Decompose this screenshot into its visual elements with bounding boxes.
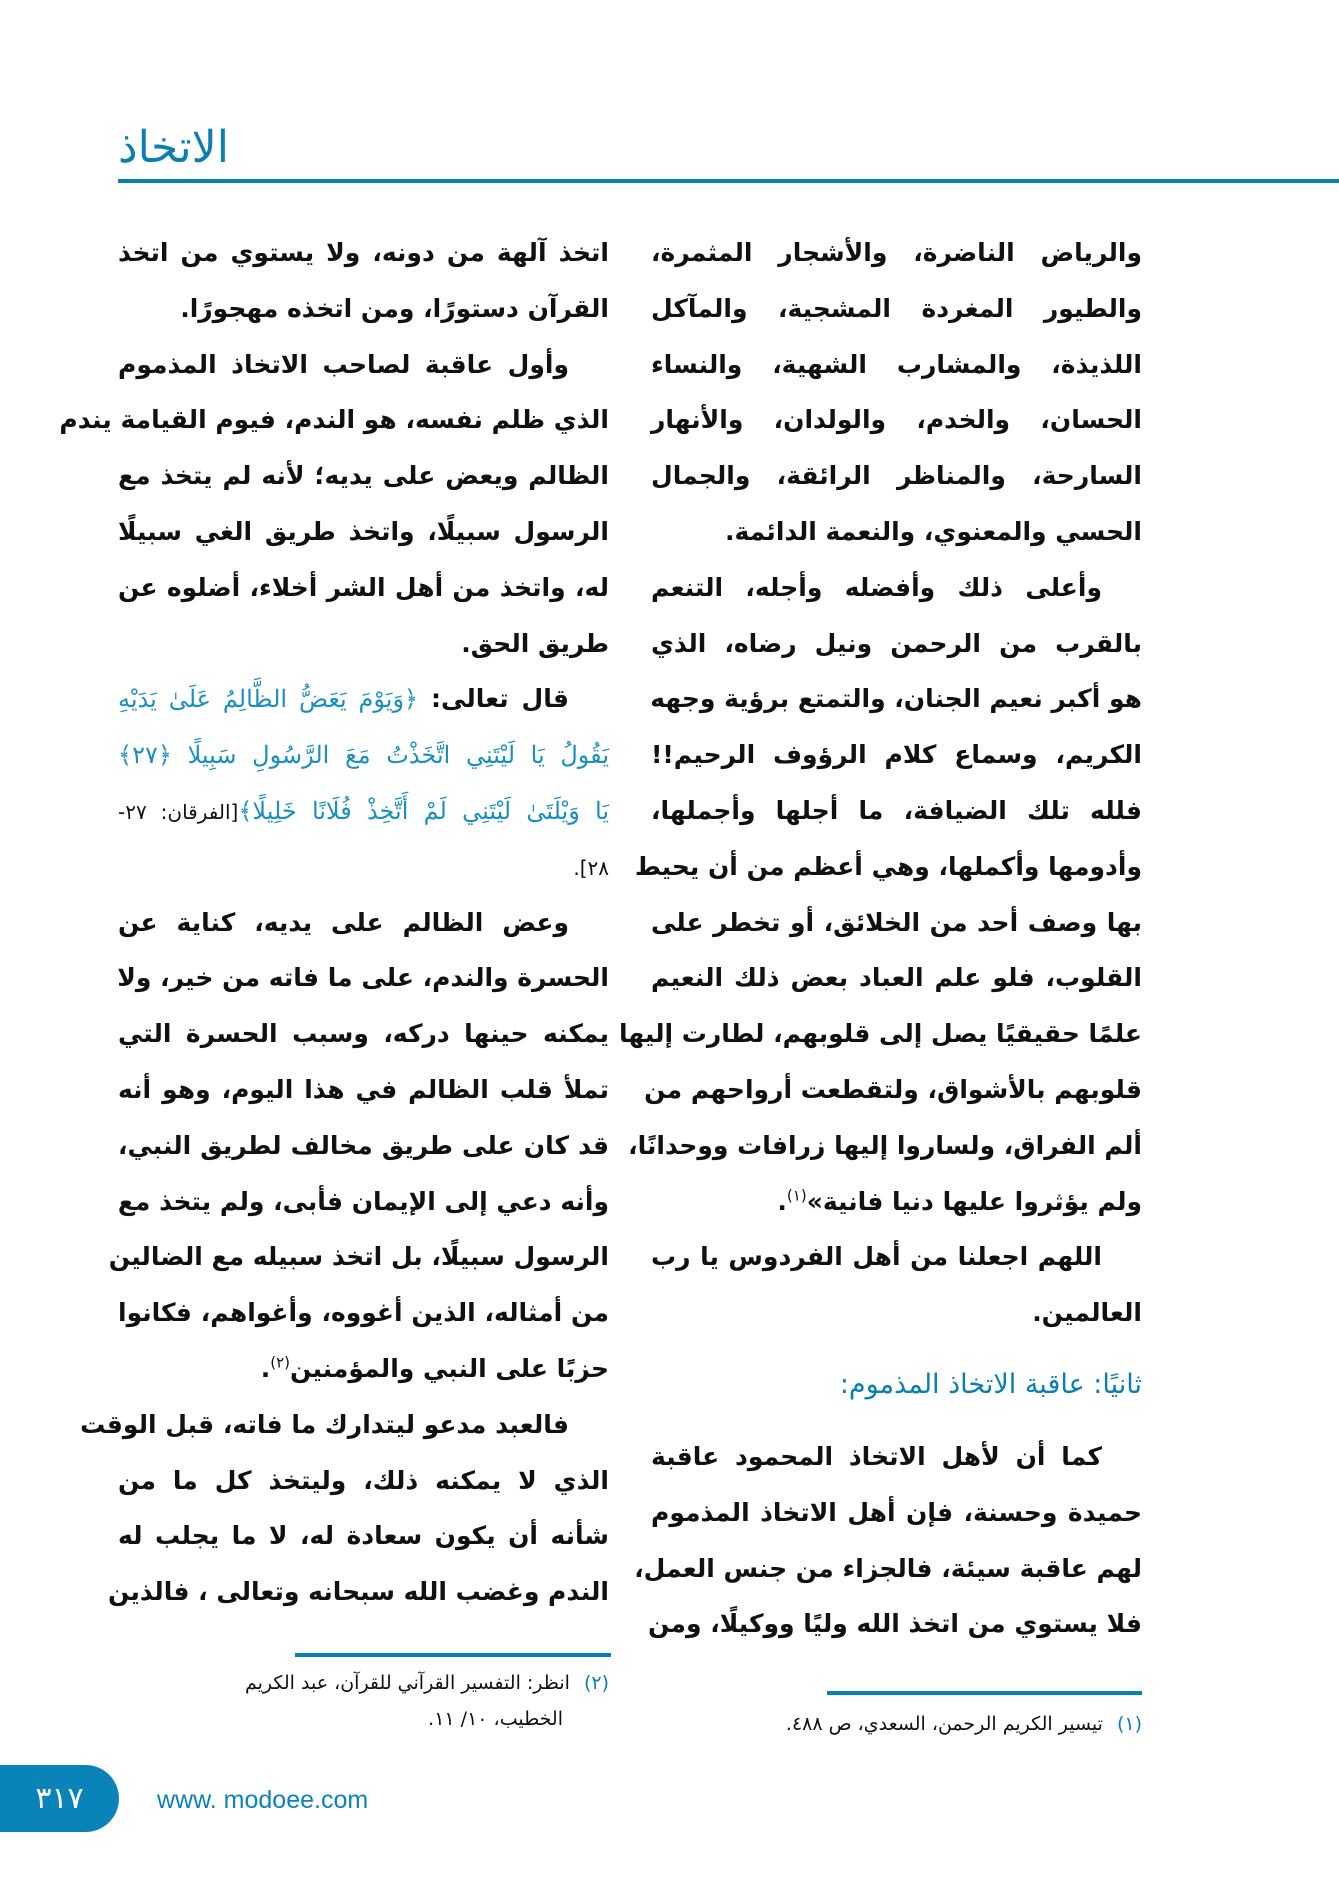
line-text: فالعبد مدعو ليتدارك ما فاته، قبل الوقت	[80, 1409, 569, 1439]
text-line	[118, 727, 609, 783]
text-line	[118, 1453, 609, 1509]
text-line	[651, 1429, 1142, 1485]
quran-verse: ﴿وَيَوْمَ يَعَضُّ الظَّالِمُ عَلَىٰ يَدَيْهِ	[118, 685, 419, 714]
text-line	[118, 950, 609, 1006]
footnote-number: (٢)	[583, 1672, 609, 1694]
line-text: قلوبهم بالأشواق، ولتقطعت أرواحهم من	[644, 1074, 1142, 1104]
text-line	[651, 1174, 1142, 1230]
text-line	[118, 1508, 609, 1564]
line-text: العالمين.	[1032, 1298, 1142, 1328]
line-text: القلوب، فلو علم العباد بعض ذلك النعيم	[651, 963, 1142, 993]
line-text: شأنه أن يكون سعادة له، لا ما يجلب له	[118, 1521, 609, 1551]
line-text: اللهم اجعلنا من أهل الفردوس يا رب	[651, 1242, 1102, 1272]
text-line	[118, 504, 609, 560]
footnote-number: (١)	[1116, 1713, 1142, 1735]
line-text: اتخذ آلهة من دونه، ولا يستوي من اتخذ	[118, 238, 609, 267]
line-text: قد كان على طريق مخالف لطريق النبي،	[118, 1130, 609, 1160]
text-line	[118, 783, 609, 839]
verse-citation: ٢٨].	[573, 855, 609, 880]
line-text: حميدة وحسنة، فإن أهل الاتخاذ المذموم	[651, 1497, 1142, 1527]
line-text: السارحة، والمناظر الرائقة، والجمال	[651, 461, 1142, 491]
line-text: الكريم، وسماع كلام الرؤوف الرحيم!!	[651, 740, 1142, 770]
line-text: ألم الفراق، ولساروا إليها زرافات ووحدانًا،	[628, 1130, 1142, 1160]
text-line	[651, 560, 1142, 616]
line-text: الرسول سبيلًا، بل اتخذ سبيله مع الضالين	[108, 1242, 609, 1272]
text-line	[118, 839, 609, 895]
text-line	[651, 504, 1142, 560]
line-text: ثانيًا: عاقبة الاتخاذ المذموم:	[839, 1368, 1142, 1400]
page-number: ٣١٧	[0, 1765, 119, 1832]
line-text: له، واتخذ من أهل الشر أخلاء، أضلوه عن	[118, 572, 609, 602]
line-text: اللذيذة، والمشارب الشهية، والنساء	[651, 349, 1142, 379]
text-line	[651, 448, 1142, 504]
line-text: الحسرة والندم، على ما فاته من خير، ولا	[117, 963, 609, 993]
line-text: والرياض الناضرة، والأشجار المثمرة،	[651, 238, 1142, 267]
footnote-1	[651, 1706, 1142, 1742]
line-text: .	[260, 1353, 271, 1383]
footnote-text: تيسير الكريم الرحمن، السعدي، ص ٤٨٨.	[785, 1713, 1103, 1735]
text-line	[118, 671, 609, 727]
text-line	[108, 1229, 609, 1285]
text-line	[118, 560, 609, 616]
line-text: يمكنه حينها دركه، وسبب الحسرة التي	[118, 1019, 609, 1049]
text-line	[59, 392, 609, 448]
line-text: وأول عاقبة لصاحب الاتخاذ المذموم	[118, 349, 569, 379]
quran-verse: يَا وَيْلَتَىٰ لَيْتَنِي لَمْ أَتَّخِذْ فُلَانًا خَلِيلًا﴾	[238, 796, 609, 825]
line-text: حزبًا على النبي والمؤمنين	[289, 1353, 609, 1383]
text-line	[651, 950, 1142, 1006]
website-link[interactable]: www. modoee.com	[157, 1786, 369, 1814]
text-line	[118, 225, 609, 281]
section-heading	[651, 1355, 1142, 1415]
line-text: الذي لا يمكنه ذلك، وليتخذ كل ما من	[118, 1465, 609, 1495]
line-text: وأعلى ذلك وأفضله وأجله، التنعم	[651, 572, 1102, 602]
verse-citation: [الفرقان: ٢٧-	[118, 799, 239, 824]
text-line	[628, 1118, 1142, 1174]
right-column	[619, 225, 1142, 1652]
text-line	[118, 895, 609, 951]
line-text: الذي ظلم نفسه، هو الندم، فيوم القيامة يندم	[59, 405, 609, 435]
text-line	[651, 727, 1142, 783]
line-text: من أمثاله، الذين أغووه، وأغواهم، فكانوا	[118, 1298, 609, 1328]
text-line	[118, 1118, 609, 1174]
text-line	[107, 1564, 609, 1620]
text-line	[118, 448, 609, 504]
text-line	[619, 1006, 1142, 1062]
line-text: قال تعالى:	[418, 684, 569, 714]
text-line	[644, 1062, 1142, 1118]
text-line	[118, 337, 609, 393]
text-line	[651, 671, 1142, 727]
footnote-divider-left	[295, 1653, 611, 1657]
text-line	[118, 281, 609, 337]
line-text: ولم يؤثروا عليها دنيا فانية»	[806, 1186, 1142, 1216]
line-text: الرسول سبيلًا، واتخذ طريق الغي سبيلًا	[118, 516, 609, 546]
text-line	[651, 337, 1142, 393]
text-line	[648, 1596, 1142, 1652]
footnote-divider-right	[827, 1691, 1142, 1695]
text-line	[634, 1541, 1142, 1597]
line-text: طريق الحق.	[461, 628, 609, 658]
text-line	[651, 1285, 1142, 1341]
line-text: الظالم ويعض على يديه؛ لأنه لم يتخذ مع	[118, 461, 609, 491]
text-line	[80, 1397, 609, 1453]
line-text: والطيور المغردة المشجية، والمآكل	[651, 293, 1142, 323]
header-divider	[118, 179, 1339, 183]
text-line	[651, 895, 1142, 951]
quran-verse: يَقُولُ يَا لَيْتَنِي اتَّخَذْتُ مَعَ الرَّسُولِ سَبِيلًا ﴿٢٧﴾	[118, 741, 609, 770]
text-line	[634, 839, 1142, 895]
line-text: بالقرب من الرحمن ونيل رضاه، الذي	[651, 628, 1142, 658]
text-line	[118, 1341, 609, 1397]
text-line	[651, 1229, 1142, 1285]
text-line	[651, 1485, 1142, 1541]
line-text: هو أكبر نعيم الجنان، والتمتع برؤية وجهه	[650, 684, 1142, 714]
text-line	[651, 281, 1142, 337]
line-text: فلا يستوي من اتخذ الله وليًا ووكيلًا، ومن	[648, 1609, 1142, 1639]
footnote-text: انظر: التفسير القرآني للقرآن، عبد الكريم	[244, 1672, 570, 1694]
chapter-title: الاتخاذ	[118, 122, 229, 173]
line-text: بها وصف أحد من الخلائق، أو تخطر على	[651, 907, 1142, 937]
line-text: القرآن دستورًا، ومن اتخذه مهجورًا.	[180, 293, 609, 323]
line-text: وعض الظالم على يديه، كناية عن	[118, 907, 569, 937]
line-text: الحسان، والخدم، والولدان، والأنهار	[651, 405, 1142, 435]
line-text: تملأ قلب الظالم في هذا اليوم، وهو أنه	[118, 1074, 609, 1104]
line-text: لهم عاقبة سيئة، فالجزاء من جنس العمل،	[634, 1553, 1142, 1583]
line-text: الحسي والمعنوي، والنعمة الدائمة.	[725, 516, 1142, 546]
line-text: علمًا حقيقيًا يصل إلى قلوبهم، لطارت إليها	[619, 1019, 1142, 1049]
line-text: وأنه دعي إلى الإيمان فأبى، ولم يتخذ مع	[117, 1186, 609, 1216]
text-line	[118, 616, 609, 672]
footnote-ref: (١)	[786, 1186, 807, 1205]
text-line	[118, 1006, 609, 1062]
line-text: كما أن لأهل الاتخاذ المحمود عاقبة	[651, 1441, 1102, 1471]
left-column	[59, 225, 609, 1620]
line-text: فلله تلك الضيافة، ما أجلها وأجملها،	[651, 795, 1142, 825]
text-line	[118, 1062, 609, 1118]
text-line	[651, 783, 1142, 839]
footnote-ref: (٢)	[270, 1353, 290, 1372]
text-line	[118, 1174, 609, 1230]
line-text: الندم وغضب الله سبحانه وتعالى ، فالذين	[107, 1577, 609, 1607]
footnote-text: الخطيب، ١٠/ ١١.	[428, 1708, 563, 1730]
text-line	[651, 225, 1142, 281]
text-line	[651, 392, 1142, 448]
line-text: وأدومها وأكملها، وهي أعظم من أن يحيط	[634, 851, 1142, 881]
text-line	[118, 1285, 609, 1341]
line-text: .	[777, 1186, 787, 1216]
text-line	[651, 616, 1142, 672]
footnote-2	[118, 1665, 609, 1737]
